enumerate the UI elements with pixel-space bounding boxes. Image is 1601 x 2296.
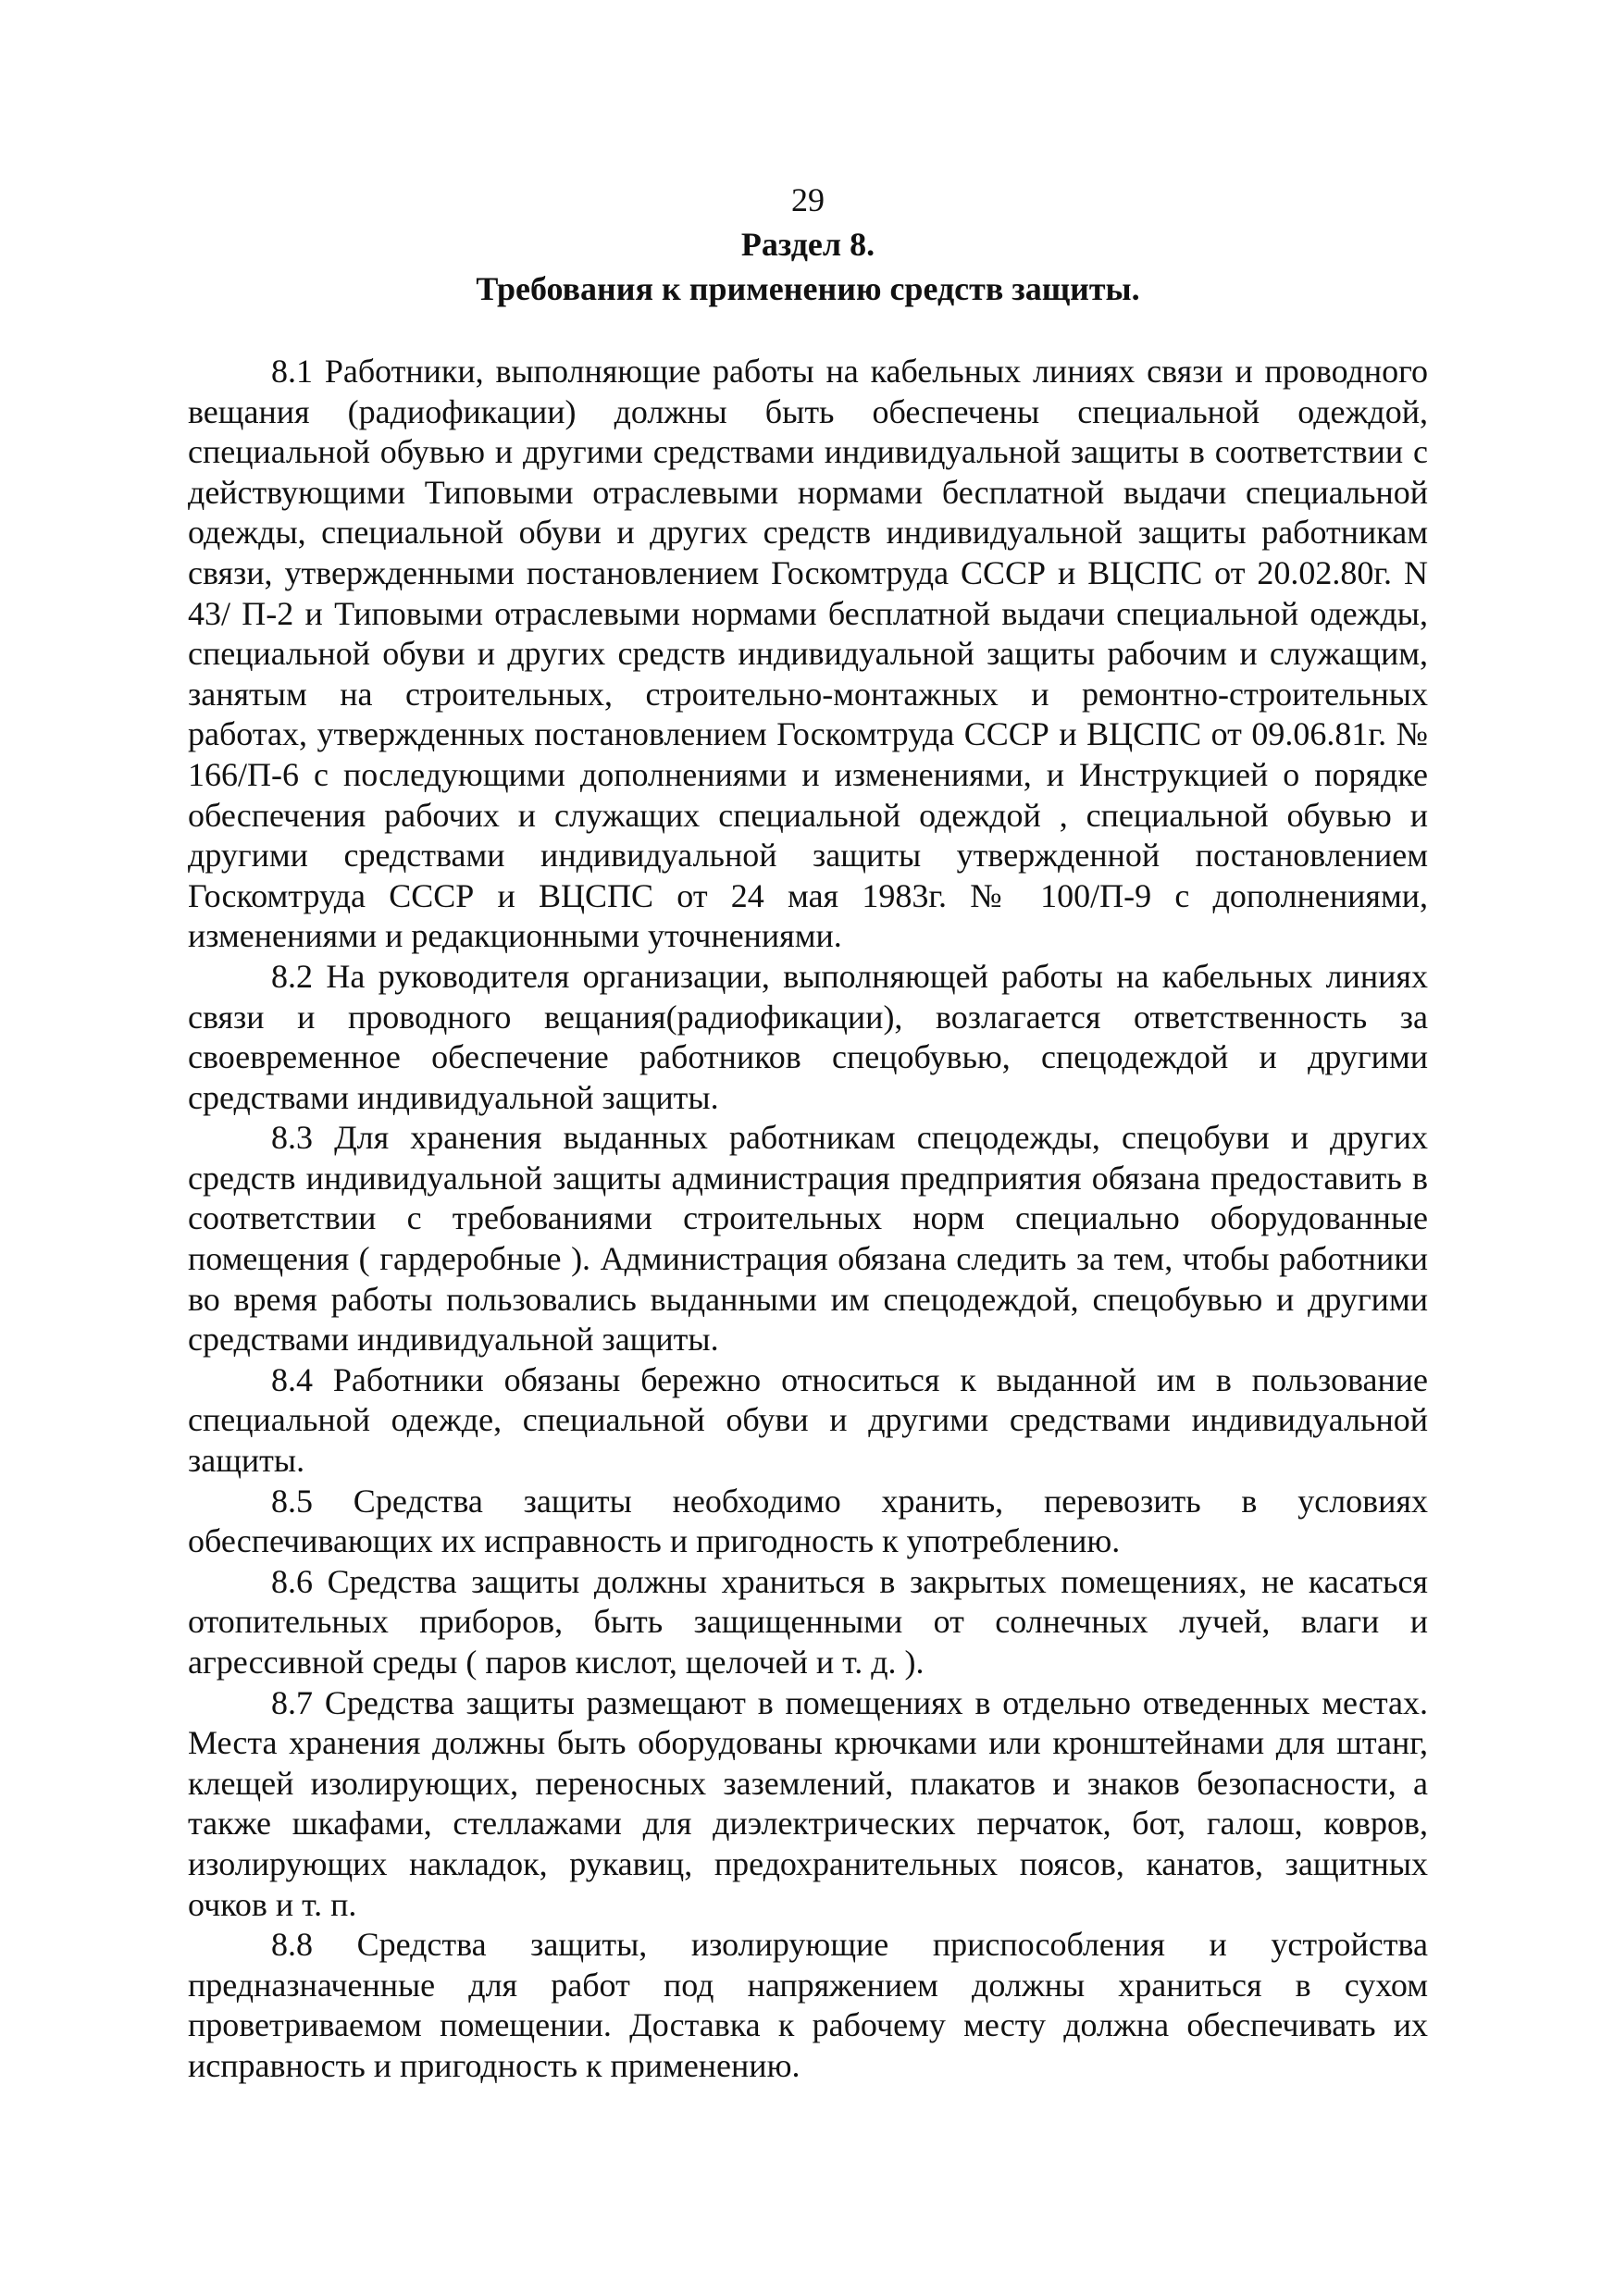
paragraph-8-4: 8.4 Работники обязаны бережно относиться к выданной им в пользование специальной одежде, специальной обуви и другими средствами индивидуальной защиты.	[188, 1360, 1428, 1480]
paragraph-8-1: 8.1 Работники, выполняющие работы на кабельных линиях связи и проводного вещания (радиофикации) должны быть обеспечены специальной одеждой, специальной обувью и другими средствами индивидуальной защиты в соответствии с действующими Типовыми отраслевыми нормами бесплатной выдачи специальной одежды, специальной обуви и других средств индивидуальной защиты работникам связи, утвержденными постановлением Госкомтруда СССР и ВЦСПС от 20.02.80г. N 43/ П-2 и Типовыми отраслевыми нормами бесплатной выдачи специальной одежды, специальной обуви и других средств индивидуальной защиты рабочим и служащим, занятым на строительных, строительно-монтажных и ремонтно-строительных работах, утвержденных постановлением Госкомтруда СССР и ВЦСПС от 09.06.81г. № 166/П-6 с последующими дополнениями и изменениями, и Инструкцией о порядке обеспечения рабочих и служащих специальной одеждой , специальной обувью и другими средствами индивидуальной защиты утвержденной постановлением Госкомтруда СССР и ВЦСПС от 24 мая 1983г. № 100/П-9 с дополнениями, изменениями и редакционными уточнениями.	[188, 353, 1428, 955]
paragraph-8-5: 8.5 Средства защиты необходимо хранить, перевозить в условиях обеспечивающих их исправность и пригодность к употреблению.	[188, 1482, 1428, 1560]
section-subtitle: Требования к применению средств защиты.	[476, 270, 1140, 307]
section-title: Раздел 8.	[740, 226, 875, 263]
page-number: 29	[791, 181, 825, 218]
paragraph-8-6: 8.6 Средства защиты должны храниться в закрытых помещениях, не касаться отопительных приборов, быть защищенными от солнечных лучей, влаги и агрессивной среды ( паров кислот, щелочей и т. д. ).	[188, 1562, 1428, 1681]
document-page	[188, 178, 1428, 2087]
paragraph-8-2: 8.2 На руководителя организации, выполняющей работы на кабельных линиях связи и проводного вещания(радиофикации), возлагается ответственность за своевременное обеспечение работников спецобувью, спецодеждой и другими средствами индивидуальной защиты.	[188, 957, 1428, 1116]
paragraph-8-3: 8.3 Для хранения выданных работникам спецодежды, спецобуви и других средств индивидуальной защиты администрация предприятия обязана предоставить в соответствии с требованиями строительных норм специально оборудованные помещения ( гардеробные ). Администрация обязана следить за тем, чтобы работники во время работы пользовались выданными им спецодеждой, спецобувью и другими средствами индивидуальной защиты.	[188, 1119, 1428, 1359]
paragraph-8-7: 8.7 Средства защиты размещают в помещениях в отдельно отведенных местах. Места хранения должны быть оборудованы крючками или кронштейнами для штанг, клещей изолирующих, переносных заземлений, плакатов и знаков безопасности, а также шкафами, стеллажами для диэлектрических перчаток, бот, галош, ковров, изолирующих накладок, рукавиц, предохранительных поясов, канатов, защитных очков и т. п.	[188, 1683, 1428, 1923]
paragraph-8-8: 8.8 Средства защиты, изолирующие приспособления и устройства предназначенные для работ под напряжением должны храниться в сухом проветриваемом помещении. Доставка к рабочему месту должна обеспечивать их исправность и пригодность к применению.	[188, 1926, 1428, 2084]
